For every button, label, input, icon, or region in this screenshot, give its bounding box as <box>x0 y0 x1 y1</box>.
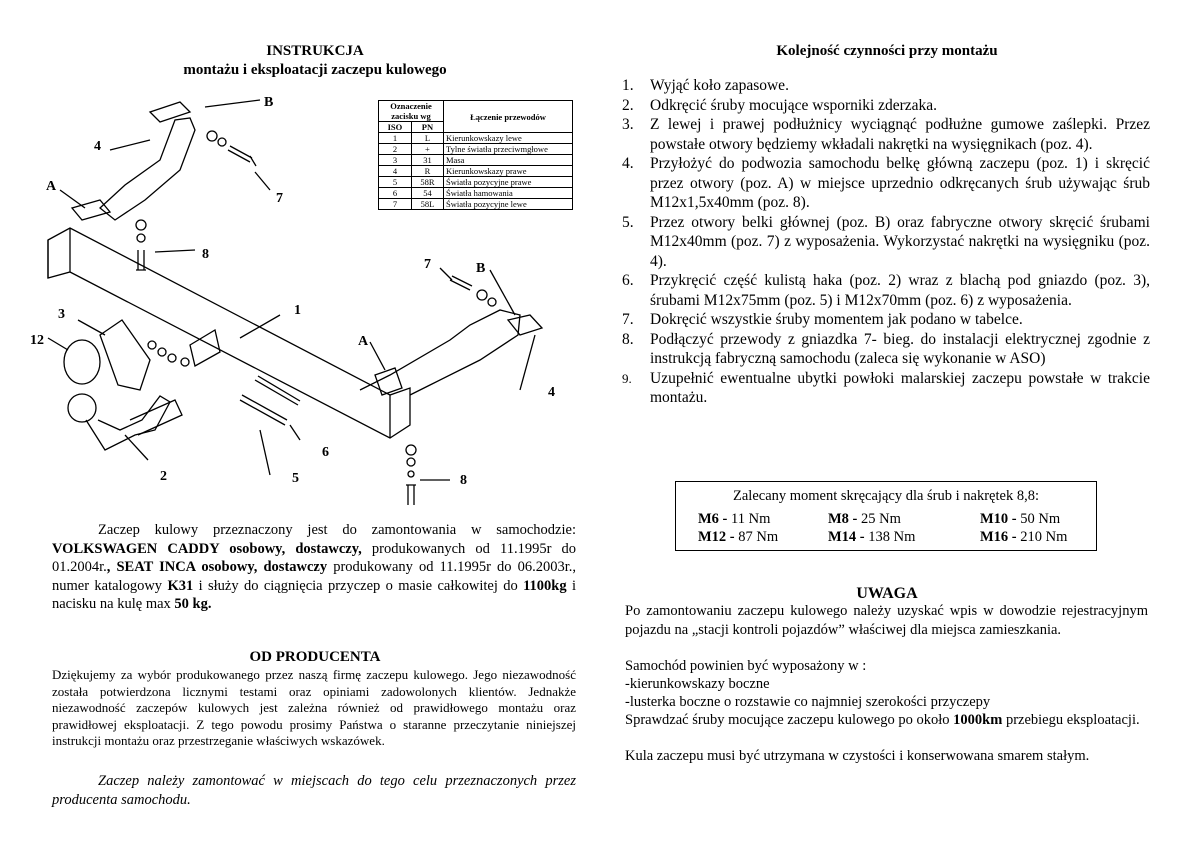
torque-cell <box>980 511 1060 528</box>
step-text: Uzupełnić ewentualne ubytki powłoki malarskiej zaczepu powstałe w trakcie montażu. <box>650 369 1150 406</box>
torque-value: 25 Nm <box>857 511 901 527</box>
label-b-right: B <box>476 261 486 276</box>
wiring-cell-iso: 5 <box>379 177 412 188</box>
label-b-top: B <box>264 95 274 110</box>
wiring-cell-pn: L <box>411 133 443 144</box>
torque-cell <box>698 511 770 528</box>
producer-title: OD PRODUCENTA <box>249 649 381 665</box>
wiring-row <box>379 144 573 155</box>
tow-ball <box>68 394 96 422</box>
step-number: 1. <box>622 77 634 94</box>
bolt-8-bottom <box>406 485 416 505</box>
warning-paragraph-3: -kierunkowskazy boczne <box>625 676 770 692</box>
warning-paragraph-5: Sprawdzać śruby mocujące zaczepu kulowego po około 1000km przebiegu eksploatacji. <box>625 712 1140 728</box>
wiring-row <box>379 188 573 199</box>
step-text: Przyłożyć do podwozia samochodu belkę główną zaczepu (poz. 1) i skręcić przez otwory (poz. A) w miejsce uprzednio odkręcanych śrub używając śrub M12x1,5x40mm (poz. 8). <box>650 155 1150 211</box>
check-distance: 1000km <box>953 712 1003 728</box>
label-7-right: 7 <box>424 257 431 272</box>
step-number: 5. <box>622 213 634 231</box>
warning-paragraph-1: Po zamontowaniu zaczepu kulowego należy uzyskać wpis w dowodzie rejestracyjnym pojazdu na „stacji kontroli pojazdów” właściwej dla miejsca zamieszkania. <box>625 603 1148 638</box>
wiring-cell-iso: 4 <box>379 166 412 177</box>
label-4-left: 4 <box>94 139 101 154</box>
step-number: 3. <box>622 116 634 133</box>
wiring-cell-pn: R <box>411 166 443 177</box>
torque-cell <box>828 511 901 528</box>
label-12: 12 <box>30 333 44 348</box>
wiring-cell-desc: Światła pozycyjne lewe <box>444 199 573 210</box>
label-4-right: 4 <box>548 385 555 400</box>
bolt-5 <box>240 395 287 425</box>
wiring-cell-desc: Światła hamowania <box>444 188 573 199</box>
step-number: 7. <box>622 311 634 328</box>
warning-paragraph-6: Kula zaczepu musi być utrzymana w czystości i konserwowana smarem stałym. <box>625 748 1090 764</box>
torque-cell <box>828 529 915 546</box>
wiring-row <box>379 177 573 188</box>
step-item <box>622 115 1150 154</box>
warning-paragraph-4: -lusterka boczne o rozstawie co najmniej szerokości przyczepy <box>625 694 991 710</box>
max-mass: 1100kg <box>523 577 567 594</box>
wiring-table <box>378 100 573 210</box>
warning-paragraph-2: Samochód powinien być wyposażony w : <box>625 658 867 674</box>
socket-plate <box>100 320 150 390</box>
torque-bolt: M6 - <box>698 511 728 527</box>
ball-neck <box>86 396 170 450</box>
torque-header: Zalecany moment skręcający dla śrub i nakrętek 8,8: <box>733 488 1039 504</box>
title-line-2: montażu i eksploatacji zaczepu kulowego <box>183 62 447 78</box>
label-a-left: A <box>46 179 57 194</box>
step-item <box>622 76 1150 96</box>
label-5: 5 <box>292 471 299 486</box>
step-text: Dokręcić wszystkie śruby momentem jak podano w tabelce. <box>650 311 1023 328</box>
step-item <box>622 310 1150 330</box>
wiring-cell-desc: Masa <box>444 155 573 166</box>
producer-text: Dziękujemy za wybór produkowanego przez naszą firmę zaczepu kulowego. Jego niezawodność została potwierdzona licznymi testami oraz opiniami zadowolonych klientów. Jednakże niezawodność zaczepów kulowych jest zależna również od prawidłowego montażu oraz prawidłowej eksploatacji. Z tego powodu prosimy Państwa o staranne przeczytanie niniejszej instrukcji montażu oraz przestrzeganie właściwych wskazówek. <box>52 667 576 748</box>
left-bracket-arm <box>100 118 195 220</box>
wiring-row <box>379 199 573 210</box>
bolt-7-left <box>228 146 256 166</box>
label-2: 2 <box>160 469 167 484</box>
wiring-cell-pn: 54 <box>411 188 443 199</box>
header-pn: PN <box>411 122 443 133</box>
torque-table <box>675 481 1097 551</box>
right-bracket-arm <box>360 310 520 395</box>
wiring-cell-desc: Tylne światła przeciwmgłowe <box>444 144 573 155</box>
step-text: Z lewej i prawej podłużnicy wyciągnąć podłużne gumowe zaślepki. Przez powstałe otwory będziemy wkładali nakrętki na wysięgnikach (poz. 4). <box>650 116 1150 153</box>
label-6: 6 <box>322 445 329 460</box>
torque-bolt: M10 - <box>980 511 1017 527</box>
torque-bolt: M14 - <box>828 529 865 545</box>
header-terminal-group: Oznaczenie zacisku wg <box>379 101 444 122</box>
warning-title: UWAGA <box>856 585 918 602</box>
bolt-7-right <box>450 276 472 290</box>
step-item <box>622 213 1150 272</box>
step-text: Podłączyć przewody z gniazdka 7- bieg. do instalacji elektrycznej zgodnie z instrukcją fabryczną samochodu (zaleca się wykonanie w ASO) <box>650 330 1150 367</box>
step-item <box>622 271 1150 310</box>
torque-cell <box>980 529 1067 546</box>
label-8-left: 8 <box>202 247 209 262</box>
wiring-cell-pn: 58R <box>411 177 443 188</box>
torque-value: 87 Nm <box>734 529 779 545</box>
assembly-steps <box>622 76 1150 408</box>
car-model-1: VOLKSWAGEN CADDY osobowy, dostawczy, <box>52 540 362 557</box>
document-title <box>50 42 580 80</box>
torque-bolt: M8 - <box>828 511 858 527</box>
torque-bolt: M12 - <box>698 529 735 545</box>
step-number: 6. <box>622 272 634 289</box>
step-item <box>622 96 1150 116</box>
label-a-right: A <box>358 334 369 349</box>
wiring-row <box>379 133 573 144</box>
step-text: Przez otwory belki głównej (poz. B) oraz fabryczne otwory skręcić śrubami M12x40mm (poz. 7) z wyposażenia. Wykorzystać nakrętki na wysięgniku (poz. 4). <box>650 213 1150 270</box>
step-number: 8. <box>622 330 634 348</box>
catalog-number: K31 <box>167 577 194 594</box>
header-connection: Łączenie przewodów <box>444 101 573 133</box>
header-iso: ISO <box>379 122 412 133</box>
car-model-2: SEAT INCA osobowy, dostawczy <box>116 559 328 575</box>
wiring-cell-iso: 1 <box>379 133 412 144</box>
torque-cell <box>698 529 778 546</box>
wiring-cell-desc: Światła pozycyjne prawe <box>444 177 573 188</box>
step-item <box>622 369 1150 408</box>
step-text: Odkręcić śruby mocujące wsporniki zderzaka. <box>650 96 938 114</box>
intro-paragraph: Zaczep kulowy przeznaczony jest do zamontowania w samochodzie: VOLKSWAGEN CADDY osobowy, dostawczy, produkowanych od 11.1995r do 01.2004r., SEAT INCA osobowy, dostawczy produkowany od 11.1995r do 06.2003r., numer katalogowy K31 i służy do ciągnięcia przyczep o masie całkowitej do 1100kg i nacisku na kulę max 50 kg. <box>52 522 577 612</box>
wiring-row <box>379 155 573 166</box>
label-3: 3 <box>58 307 65 322</box>
ball-cover <box>64 340 100 384</box>
step-number: 2. <box>622 96 634 114</box>
torque-value: 11 Nm <box>727 511 771 527</box>
step-text: Przykręcić część kulistą haka (poz. 2) wraz z blachą pod gniazdo (poz. 3), śrubami M12x75mm (poz. 5) i M12x70mm (poz. 6) z wyposażenia. <box>650 272 1150 309</box>
wiring-cell-desc: Kierunkowskazy prawe <box>444 166 573 177</box>
label-1: 1 <box>294 303 301 318</box>
wiring-cell-iso: 3 <box>379 155 412 166</box>
steps-title: Kolejność czynności przy montażu <box>776 43 998 59</box>
wiring-cell-iso: 7 <box>379 199 412 210</box>
wiring-cell-pn: + <box>411 144 443 155</box>
step-number: 9. <box>622 370 632 386</box>
label-8-bottom: 8 <box>460 473 467 488</box>
step-text: Wyjąć koło zapasowe. <box>650 77 789 94</box>
wiring-cell-desc: Kierunkowskazy lewe <box>444 133 573 144</box>
step-item <box>622 154 1150 213</box>
label-7-left: 7 <box>276 191 283 206</box>
torque-bolt: M16 - <box>980 529 1017 545</box>
max-load: 50 kg. <box>174 596 212 612</box>
wiring-cell-pn: 31 <box>411 155 443 166</box>
bolt-8-left <box>136 250 146 270</box>
wiring-cell-iso: 2 <box>379 144 412 155</box>
title-line-1: INSTRUKCJA <box>266 43 364 59</box>
wiring-cell-pn: 58L <box>411 199 443 210</box>
step-number: 4. <box>622 155 634 172</box>
right-plate <box>508 315 542 335</box>
wiring-cell-iso: 6 <box>379 188 412 199</box>
torque-value: 210 Nm <box>1016 529 1068 545</box>
mount-block-right <box>375 368 402 395</box>
mounting-note: Zaczep należy zamontować w miejscach do tego celu przeznaczonych przez producenta samochodu. <box>52 773 576 808</box>
torque-value: 50 Nm <box>1016 511 1061 527</box>
torque-value: 138 Nm <box>864 529 916 545</box>
wiring-row <box>379 166 573 177</box>
step-item <box>622 330 1150 369</box>
